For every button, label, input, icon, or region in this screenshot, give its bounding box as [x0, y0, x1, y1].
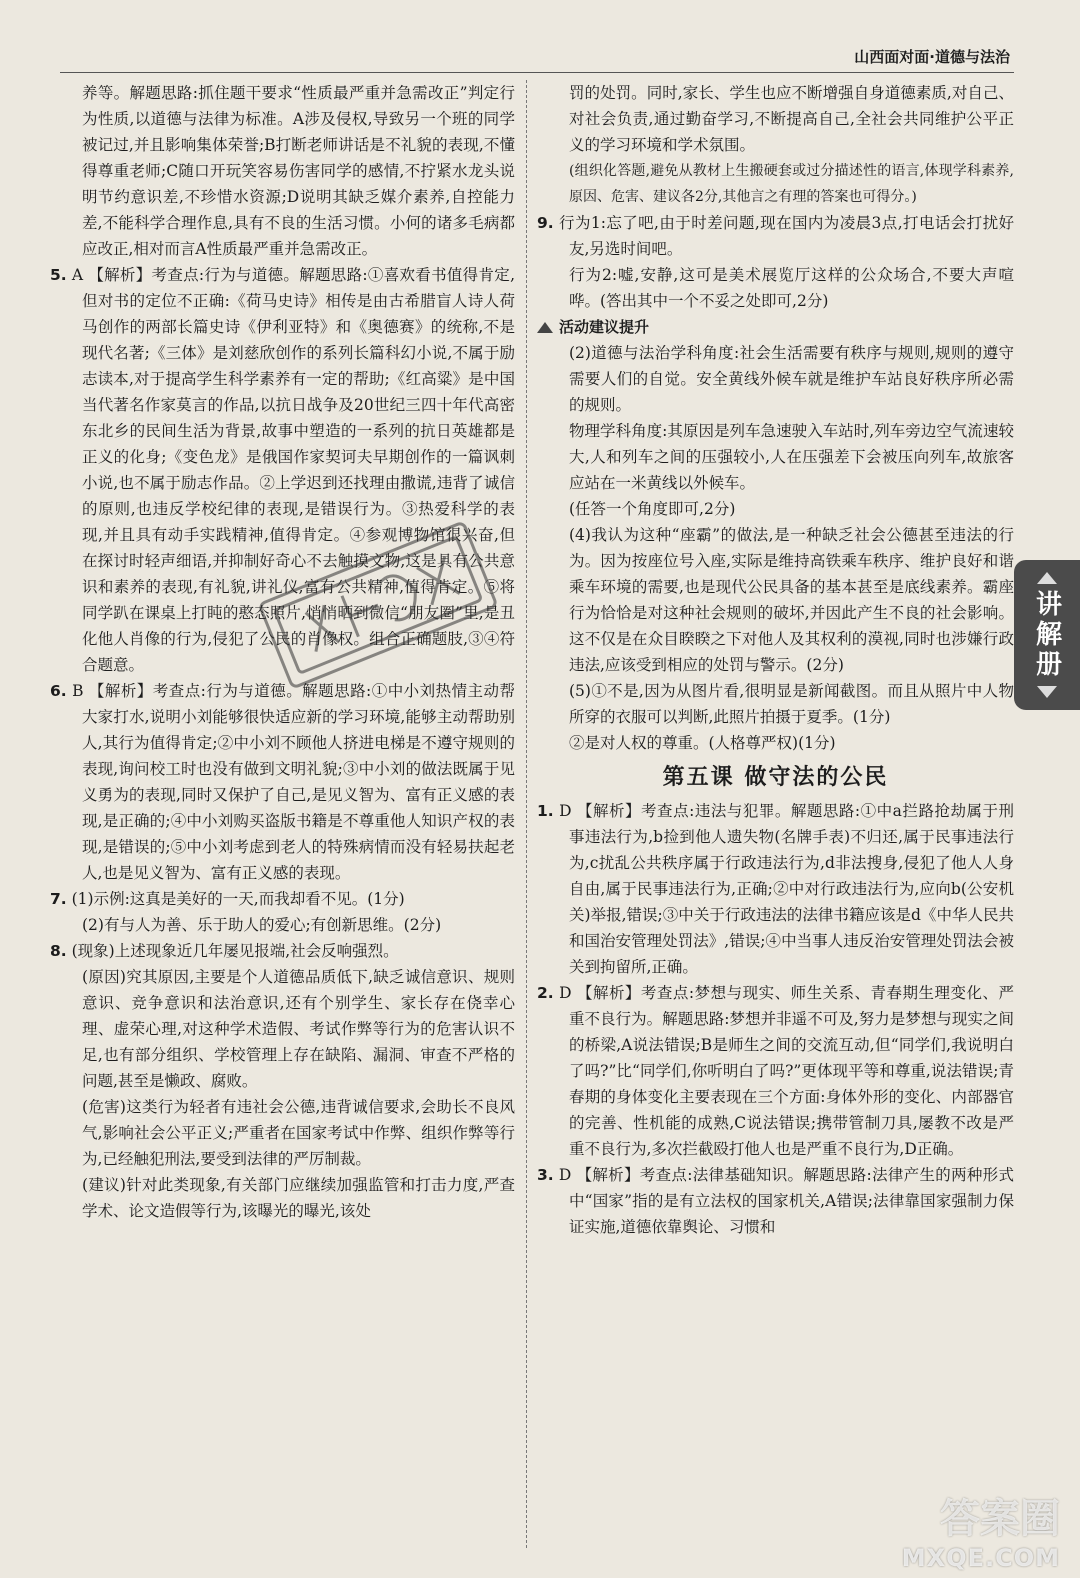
arrow-up-icon — [1037, 572, 1057, 584]
answer-num: 6. — [50, 682, 67, 700]
lesson-answer-3 — [537, 1162, 1014, 1240]
triangle-icon — [537, 322, 553, 333]
answer-4-cont: 养等。解题思路:抓住题干要求“性质最严重并急需改正”判定行为性质,以道德与法律为标准。A涉及侵权,导致另一个班的同学被记过,并且影响集体荣誉;B打断老师讲话是不礼貌的表现,不懂得尊重老师;C随口开玩笑容易伤害同学的感情,不拧紧水龙头说明节约意识差,不珍惜水资源;D说明其缺乏媒介素养,自控能力差,不能科学合理作息,具有不良的生活习惯。小何的诸多毛病都应改正,相对而言A性质最严重并急需改正。 — [82, 84, 515, 258]
arrow-down-icon — [1037, 686, 1057, 698]
answer-6 — [50, 678, 515, 886]
left-column — [50, 80, 515, 1224]
watermark-url: MXQE.COM — [901, 1544, 1060, 1572]
side-tab-label: 讲解册 — [1031, 590, 1062, 680]
column-divider — [526, 80, 527, 1548]
activity-answer-2-note: (任答一个角度即可,2分) — [569, 500, 736, 518]
header-rule — [60, 72, 1014, 73]
answer-num: 1. — [537, 802, 554, 820]
answer-num: 8. — [50, 942, 67, 960]
answer-5 — [50, 262, 515, 678]
answer-text: D 【解析】考查点:梦想与现实、师生关系、青春期生理变化、严重不良行为。解题思路:梦想并非遥不可及,努力是梦想与现实之间的桥梁,A说法错误;B是师生之间的交流互动,但“同学们,我说明白了吗?”比“同学们,你听明白了吗?”更体现平等和尊重,说法错误;青春期的身体变化主要表现在三个方面:身体外形的变化、内部器官的完善、性机能的成熟,C说法错误;携带管制刀具,屡教不改是严重不良行为,多次拦截殴打他人也是严重不良行为,D正确。 — [559, 984, 1014, 1158]
activity-answer-4: (4)我认为这种“座霸”的做法,是一种缺乏社会公德甚至违法的行为。因为按座位号入座,实际是维持高铁乘车秩序、维护良好和谐乘车环境的需要,也是现代公民具备的基本甚至是底线素养。霸座行为恰恰是对这种社会规则的破坏,并因此产生不良的社会影响。这不仅是在众目睽睽之下对他人及其权利的漠视,同时也涉嫌行政违法,应该受到相应的处罚与警示。(2分) — [569, 526, 1014, 674]
right-column — [537, 80, 1014, 1240]
activity-answer-2: (2)道德与法治学科角度:社会生活需要有秩序与规则,规则的遵守需要人们的自觉。安全黄线外候车就是维护车站良好秩序所必需的规则。 — [569, 344, 1014, 414]
activity-answer-5-2: ②是对人权的尊重。(人格尊严权)(1分) — [569, 734, 836, 752]
answer-num: 2. — [537, 984, 554, 1002]
answer-num: 5. — [50, 266, 67, 284]
answer-7 — [50, 886, 515, 912]
answer-text: 行为1:忘了吧,由于时差问题,现在国内为凌晨3点,打电话会打扰好友,另选时间吧。 — [559, 214, 1014, 258]
lesson-answer-1 — [537, 798, 1014, 980]
answer-num: 3. — [537, 1166, 554, 1184]
lesson-answer-2 — [537, 980, 1014, 1162]
page-header: 山西面对面·道德与法治 — [854, 48, 1010, 66]
side-tab — [1014, 560, 1080, 710]
scoring-note: (组织化答题,避免从教材上生搬硬套或过分描述性的语言,体现学科素养,原因、危害、建议各2分,其他言之有理的答案也可得分。) — [569, 163, 1014, 205]
answer-text: D 【解析】考查点:违法与犯罪。解题思路:①中a拦路抢劫属于刑事违法行为,b捡到他人遗失物(名牌手表)不归还,属于民事违法行为,c扰乱公共秩序属于行政违法行为,d非法搜身,侵犯了他人人身自由,属于民事违法行为,正确;②中对行政违法行为,应向b(公安机关)举报,错误;③中关于行政违法的法律书籍应该是d《中华人民共和国治安管理处罚法》,错误;④中当事人违反治安管理处罚法会被关到拘留所,正确。 — [559, 802, 1014, 976]
answer-9-part2: 行为2:嘘,安静,这可是美术展览厅这样的公众场合,不要大声喧哗。(答出其中一个不妥之处即可,2分) — [569, 266, 1014, 310]
watermark-text: 答案圈 — [940, 1496, 1060, 1542]
answer-text: D 【解析】考查点:法律基础知识。解题思路:法律产生的两种形式中“国家”指的是有立法权的国家机关,A错误;法律靠国家强制力保证实施,道德依靠舆论、习惯和 — [558, 1166, 1014, 1236]
answer-8 — [50, 938, 515, 964]
answer-8-harm: (危害)这类行为轻者有违社会公德,违背诚信要求,会助长不良风气,影响社会公平正义;严重者在国家考试中作弊、组织作弊等行为,已经触犯刑法,要受到法律的严厉制裁。 — [82, 1098, 515, 1168]
lesson-title: 第五课 做守法的公民 — [662, 765, 889, 790]
answer-text: (现象)上述现象近几年屡见报端,社会反响强烈。 — [71, 942, 399, 960]
answer-text: (1)示例:这真是美好的一天,而我却看不见。(1分) — [71, 890, 405, 908]
answer-7-part2: (2)有与人为善、乐于助人的爱心;有创新思维。(2分) — [82, 916, 442, 934]
activity-heading-label: 活动建议提升 — [559, 318, 650, 336]
answer-text: A 【解析】考查点:行为与道德。解题思路:①喜欢看书值得肯定,但对书的定位不正确:《荷马史诗》相传是由古希腊盲人诗人荷马创作的两部长篇史诗《伊利亚特》和《奥德赛》的统称,不是现代名著;《三体》是刘慈欣创作的系列长篇科幻小说,不属于励志读本,对于提高学生科学素养有一定的帮助;《红高粱》是中国当代著名作家莫言的作品,以抗日战争及20世纪三四十年代高密东北乡的民间生活为背景,故事中塑造的一系列的抗日英雄都是正义的化身;《变色龙》是俄国作家契诃夫早期创作的一篇讽刺小说,也不属于励志作品。②上学迟到还找理由撒谎,违背了诚信的原则,也违反学校纪律的表现,是错误行为。③热爱科学的表现,并且具有动手实践精神,值得肯定。④参观博物馆很兴奋,但在探讨时轻声细语,并抑制好奇心不去触摸文物,这是具有公共意识和素养的表现,有礼貌,讲礼仪,富有公共精神,值得肯定。⑤将同学趴在课桌上打盹的憨态照片,悄悄晒到微信“朋友圈”里,是丑化他人肖像的行为,侵犯了公民的肖像权。组合正确题肢,③④符合题意。 — [71, 266, 515, 674]
answer-text: B 【解析】考查点:行为与道德。解题思路:①中小刘热情主动帮大家打水,说明小刘能够很快适应新的学习环境,能够主动帮助别人,其行为值得肯定;②中小刘不顾他人挤进电梯是不遵守规则的表现,询问校工时也没有做到文明礼貌;③中小刘的做法既属于见义勇为的表现,同时又保护了自己,是见义智为、富有正义感的表现,是正确的;④中小刘购买盗版书籍是不尊重他人知识产权的表现,是错误的;⑤中小刘考虑到老人的特殊病情而没有轻易扶起老人,也是见义智为、富有正义感的表现。 — [72, 682, 515, 882]
activity-answer-2-physics: 物理学科角度:其原因是列车急速驶入车站时,列车旁边空气流速较大,人和列车之间的压强较小,人在压强差下会被压向列车,故旅客应站在一米黄线以外候车。 — [569, 422, 1014, 492]
answer-8-suggestion: (建议)针对此类现象,有关部门应继续加强监管和打击力度,严查学术、论文造假等行为,该曝光的曝光,该处 — [82, 1176, 515, 1220]
watermark — [902, 1487, 1060, 1572]
answer-8-cause: (原因)究其原因,主要是个人道德品质低下,缺乏诚信意识、规则意识、竞争意识和法治意识,还有个别学生、家长存在侥幸心理、虚荣心理,对这种学术造假、考试作弊等行为的危害认识不足,也有部分组织、学校管理上存在缺陷、漏洞、审查不严格的问题,甚至是懒政、腐败。 — [82, 968, 515, 1090]
activity-heading — [537, 314, 1014, 340]
answer-8-cont: 罚的处罚。同时,家长、学生也应不断增强自身道德素质,对自己、对社会负责,通过勤奋学习,不断提高自己,全社会共同维护公平正义的学习环境和学术氛围。 — [569, 84, 1014, 154]
answer-9 — [537, 210, 1014, 262]
answer-num: 7. — [50, 890, 67, 908]
activity-answer-5: (5)①不是,因为从图片看,很明显是新闻截图。而且从照片中人物所穿的衣服可以判断,此照片拍摄于夏季。(1分) — [569, 682, 1014, 726]
answer-num: 9. — [537, 214, 554, 232]
